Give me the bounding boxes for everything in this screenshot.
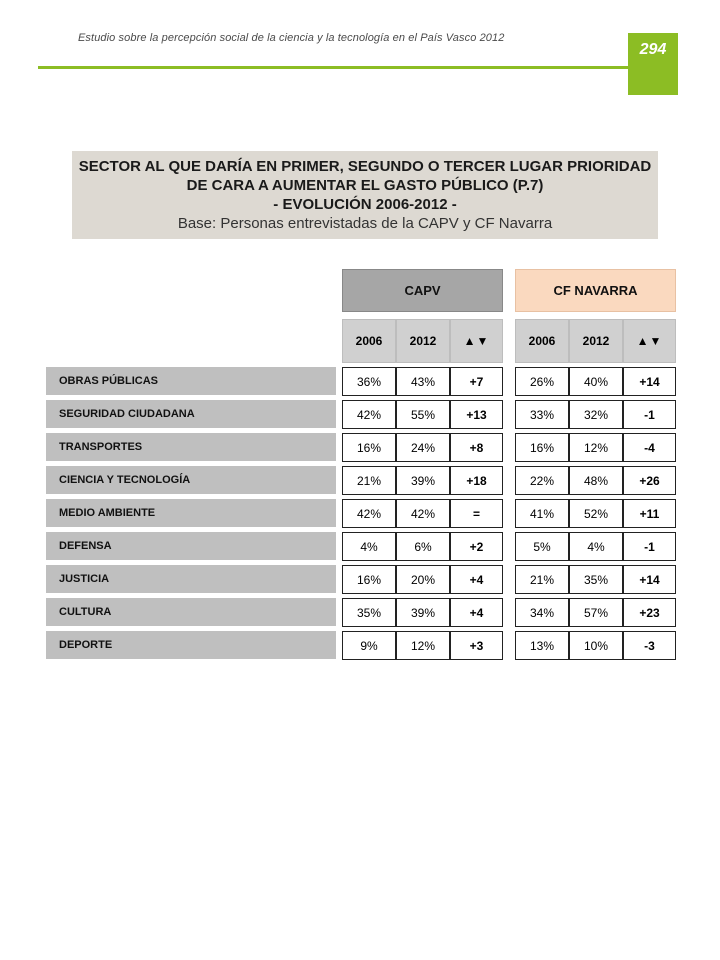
nav-cell-col-2006: 26%: [515, 367, 569, 396]
nav-cell-col-2006: 41%: [515, 499, 569, 528]
nav-cell-col-change: +14: [623, 565, 676, 594]
capv-col-change-header: ▲▼: [450, 319, 503, 363]
navarra-col-2012-header: 2012: [569, 319, 623, 363]
row-label: DEPORTE: [46, 631, 336, 659]
row-label: CULTURA: [46, 598, 336, 626]
page-number: 294: [628, 33, 678, 95]
row-label: DEFENSA: [46, 532, 336, 560]
capv-cell-col-change: +2: [450, 532, 503, 561]
nav-cell-col-2012: 57%: [569, 598, 623, 627]
nav-cell-col-2006: 5%: [515, 532, 569, 561]
table-title-box: [72, 151, 658, 239]
nav-cell-col-2006: 21%: [515, 565, 569, 594]
capv-cell-col-2012: 24%: [396, 433, 450, 462]
capv-cell-col-change: +4: [450, 565, 503, 594]
nav-cell-col-2006: 22%: [515, 466, 569, 495]
capv-cell-col-change: +3: [450, 631, 503, 660]
capv-cell-col-change: +18: [450, 466, 503, 495]
nav-cell-col-change: +14: [623, 367, 676, 396]
capv-cell-col-2006: 9%: [342, 631, 396, 660]
nav-cell-col-2012: 32%: [569, 400, 623, 429]
nav-cell-col-2006: 16%: [515, 433, 569, 462]
row-label: MEDIO AMBIENTE: [46, 499, 336, 527]
capv-cell-col-2006: 36%: [342, 367, 396, 396]
header-divider: [38, 66, 650, 69]
capv-cell-col-change: +7: [450, 367, 503, 396]
nav-cell-col-change: +26: [623, 466, 676, 495]
row-label: OBRAS PÚBLICAS: [46, 367, 336, 395]
nav-cell-col-2012: 10%: [569, 631, 623, 660]
nav-cell-col-2012: 48%: [569, 466, 623, 495]
row-label: SEGURIDAD CIUDADANA: [46, 400, 336, 428]
title-line-1: SECTOR AL QUE DARÍA EN PRIMER, SEGUNDO O TERCER LUGAR PRIORIDAD: [78, 158, 652, 175]
nav-cell-col-change: -1: [623, 400, 676, 429]
capv-cell-col-2006: 16%: [342, 433, 396, 462]
nav-cell-col-2006: 34%: [515, 598, 569, 627]
capv-cell-col-2006: 4%: [342, 532, 396, 561]
nav-cell-col-2012: 52%: [569, 499, 623, 528]
nav-cell-col-change: -4: [623, 433, 676, 462]
capv-cell-col-2006: 21%: [342, 466, 396, 495]
capv-cell-col-2012: 20%: [396, 565, 450, 594]
navarra-col-2006-header: 2006: [515, 319, 569, 363]
nav-cell-col-change: +11: [623, 499, 676, 528]
capv-cell-col-change: +13: [450, 400, 503, 429]
capv-cell-col-2012: 6%: [396, 532, 450, 561]
capv-col-2012-header: 2012: [396, 319, 450, 363]
capv-cell-col-2012: 12%: [396, 631, 450, 660]
nav-cell-col-2006: 13%: [515, 631, 569, 660]
capv-cell-col-2006: 42%: [342, 499, 396, 528]
capv-cell-col-2006: 42%: [342, 400, 396, 429]
nav-cell-col-2012: 4%: [569, 532, 623, 561]
title-base: Base: Personas entrevistadas de la CAPV y CF Navarra: [177, 215, 553, 232]
capv-col-2006-header: 2006: [342, 319, 396, 363]
nav-cell-col-change: +23: [623, 598, 676, 627]
nav-cell-col-2012: 12%: [569, 433, 623, 462]
capv-cell-col-2012: 39%: [396, 466, 450, 495]
capv-cell-col-2006: 16%: [342, 565, 396, 594]
capv-cell-col-2006: 35%: [342, 598, 396, 627]
study-title: Estudio sobre la percepción social de la ciencia y la tecnología en el País Vasco 2012: [78, 32, 505, 44]
capv-cell-col-2012: 39%: [396, 598, 450, 627]
nav-cell-col-change: -3: [623, 631, 676, 660]
title-line-2: DE CARA A AUMENTAR EL GASTO PÚBLICO (P.7): [186, 177, 544, 194]
row-label: JUSTICIA: [46, 565, 336, 593]
nav-cell-col-2006: 33%: [515, 400, 569, 429]
capv-cell-col-change: =: [450, 499, 503, 528]
title-line-3: - EVOLUCIÓN 2006-2012 -: [273, 196, 457, 213]
capv-cell-col-change: +4: [450, 598, 503, 627]
navarra-group-header: CF NAVARRA: [515, 269, 676, 312]
row-label: CIENCIA Y TECNOLOGÍA: [46, 466, 336, 494]
capv-cell-col-2012: 43%: [396, 367, 450, 396]
capv-cell-col-2012: 55%: [396, 400, 450, 429]
nav-cell-col-change: -1: [623, 532, 676, 561]
capv-cell-col-change: +8: [450, 433, 503, 462]
nav-cell-col-2012: 40%: [569, 367, 623, 396]
capv-group-header: CAPV: [342, 269, 503, 312]
nav-cell-col-2012: 35%: [569, 565, 623, 594]
row-label: TRANSPORTES: [46, 433, 336, 461]
navarra-col-change-header: ▲▼: [623, 319, 676, 363]
capv-cell-col-2012: 42%: [396, 499, 450, 528]
